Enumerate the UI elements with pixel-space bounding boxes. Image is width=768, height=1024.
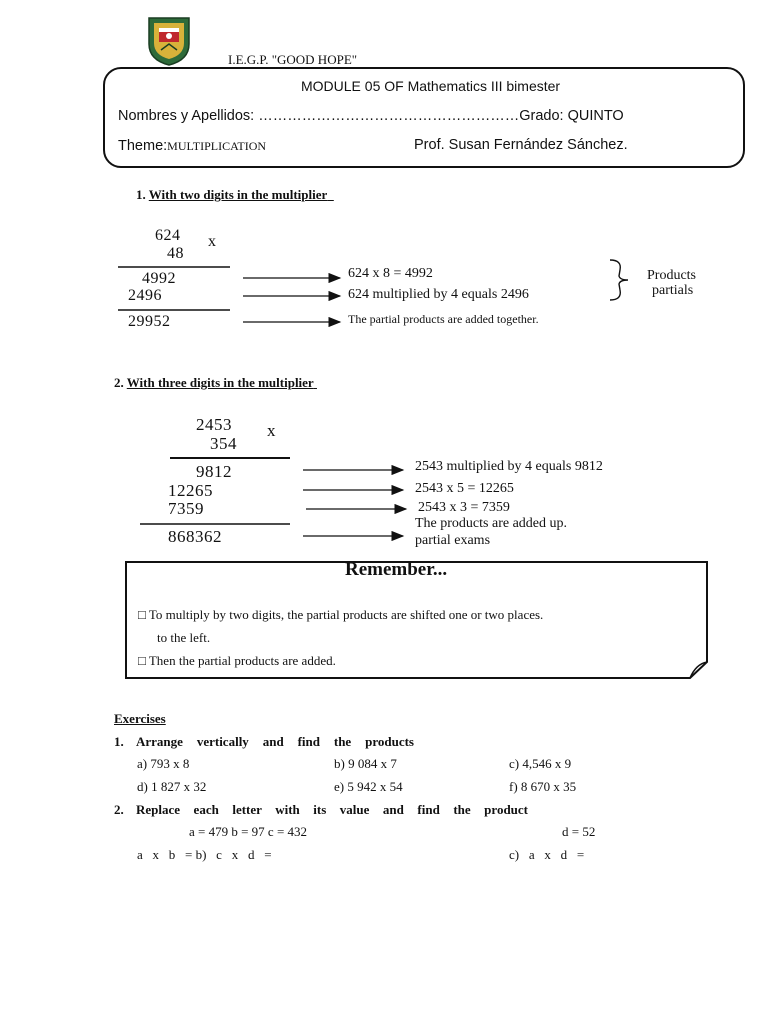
exercise2-values-right: d = 52	[562, 824, 596, 839]
exercise2-num: 2.	[114, 802, 124, 817]
theme-value: MULTIPLICATION	[167, 139, 267, 153]
module-title: MODULE 05 OF Mathematics III bimester	[301, 78, 561, 94]
exercise1-item-b: b) 9 084 x 7	[334, 756, 397, 771]
s1-multiplier: 48	[167, 245, 184, 262]
s2-explanation4a: The products are added up.	[415, 516, 567, 531]
exercise2-text: Replace each letter with its value and find the product	[136, 802, 528, 817]
s2-multiplicand: 2453	[196, 415, 232, 434]
s2-result: 868362	[168, 527, 222, 546]
s1-multiplicand: 624	[155, 227, 181, 244]
s2-explanation2: 2543 x 5 = 12265	[415, 481, 514, 496]
remember-title: Remember...	[345, 559, 448, 580]
exercise2-item-c: c) a x d =	[509, 847, 585, 862]
brace-label2: partials	[652, 283, 694, 298]
section1-heading-text: With two digits in the multiplier	[148, 187, 328, 202]
s2-partial3: 7359	[168, 499, 204, 518]
theme-label: Theme:	[118, 138, 168, 154]
s2-explanation1: 2543 multiplied by 4 equals 9812	[415, 459, 603, 474]
s2-partial2: 12265	[168, 481, 213, 500]
exercise2-line	[114, 802, 528, 818]
exercise1-item-c: c) 4,546 x 9	[509, 756, 572, 771]
exercise1-num: 1.	[114, 734, 124, 749]
exercise2-item-ab: a x b = b) c x d =	[137, 847, 272, 862]
exercise1-item-f: f) 8 670 x 35	[509, 779, 577, 794]
exercise1-item-a: a) 793 x 8	[137, 756, 190, 771]
exercises-title: Exercises	[114, 711, 166, 726]
section2-heading	[114, 375, 317, 391]
exercise1-line	[114, 734, 414, 750]
s1-times-sign: x	[208, 233, 217, 250]
remember-bullet2: □ Then the partial products are added.	[138, 653, 336, 668]
exercise2-values-left: a = 479 b = 97 c = 432	[189, 824, 308, 839]
s1-partial1: 4992	[142, 270, 176, 287]
s1-partial2: 2496	[128, 287, 162, 304]
exercise1-item-d: d) 1 827 x 32	[137, 779, 207, 794]
remember-bullet1-cont: to the left.	[157, 630, 211, 645]
s1-explanation3: The partial products are added together.	[348, 312, 539, 326]
section2-heading-text: With three digits in the multiplier	[126, 375, 314, 390]
brace-label1: Products	[647, 268, 696, 283]
section2-heading-num: 2.	[114, 375, 124, 390]
s2-partial1: 9812	[196, 462, 232, 481]
s2-explanation3: 2543 x 3 = 7359	[418, 500, 510, 515]
student-name-line: Nombres y Apellidos: ………………………………………………Grado: QUINTO	[118, 108, 624, 124]
remember-bullet1: □ To multiply by two digits, the partial products are shifted one or two places.	[138, 607, 544, 622]
exercise1-item-e: e) 5 942 x 54	[334, 779, 403, 794]
s1-explanation1: 624 x 8 = 4992	[348, 266, 433, 281]
professor-name: Prof. Susan Fernández Sánchez.	[414, 137, 628, 153]
s2-multiplier: 354	[210, 434, 237, 453]
s2-times-sign: x	[267, 421, 276, 440]
exercise1-text: Arrange vertically and find the products	[136, 734, 414, 749]
s1-result: 29952	[128, 313, 171, 330]
s1-explanation2: 624 multiplied by 4 equals 2496	[348, 287, 529, 302]
section1-heading-num: 1.	[136, 187, 146, 202]
s2-explanation4b: partial exams	[415, 533, 491, 548]
school-name: I.E.G.P. "GOOD HOPE"	[228, 52, 358, 67]
